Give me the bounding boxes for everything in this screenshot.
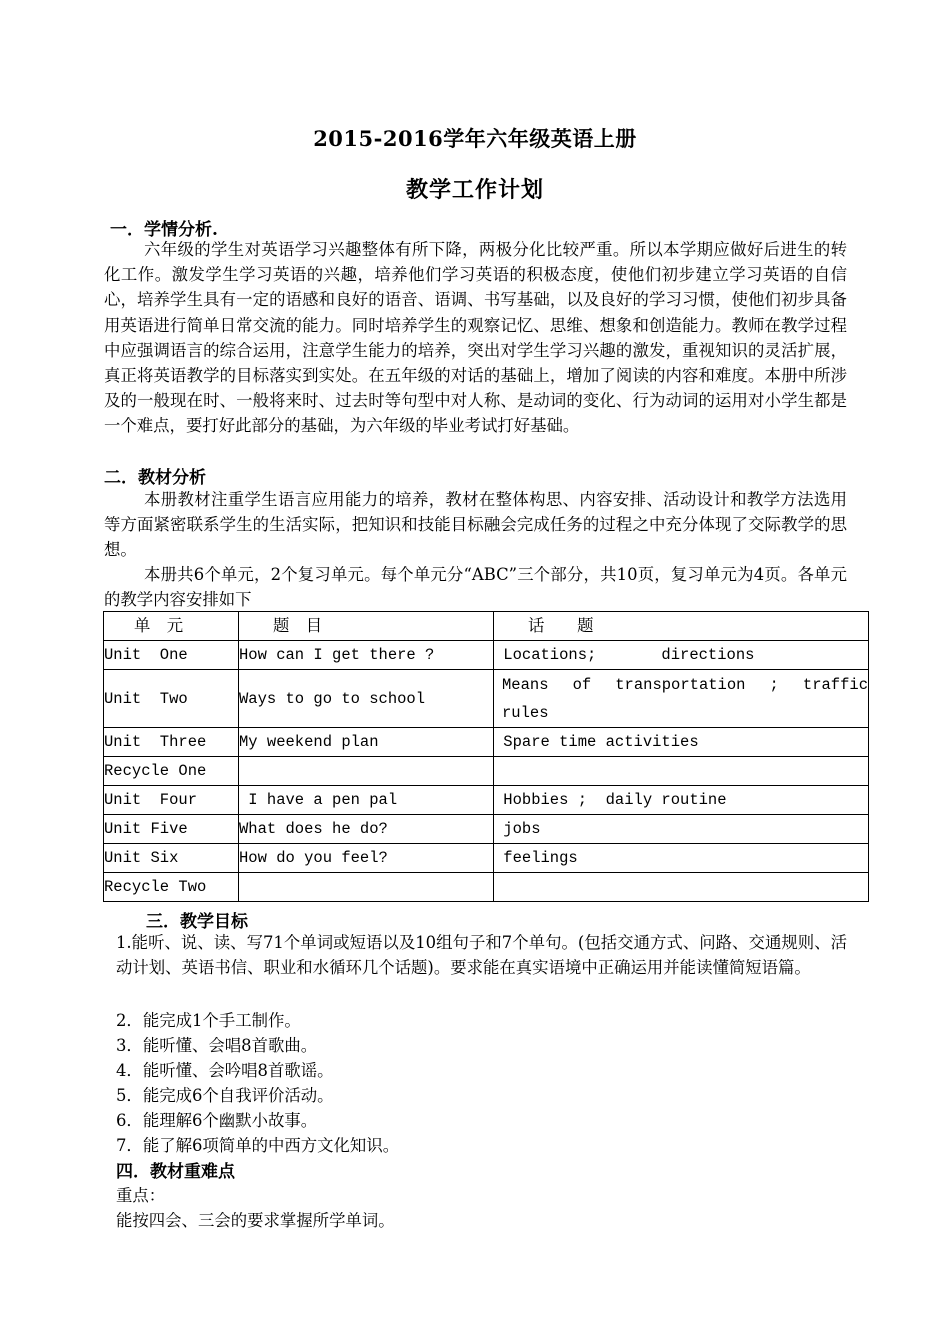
table-cell-title: My weekend plan: [239, 728, 494, 757]
document-title-line1: 2015-2016学年六年级英语上册: [313, 126, 637, 151]
goal-6: 6．能理解6个幽默小故事。: [116, 1111, 318, 1130]
table-row: [104, 641, 869, 670]
table-row: [104, 757, 869, 786]
table-cell-topic: Hobbies ; daily routine: [494, 786, 869, 815]
goal-7: 7．能了解6项简单的中西方文化知识。: [116, 1136, 400, 1155]
table-cell-topic: [494, 873, 869, 902]
table-cell-title: What does he do?: [239, 815, 494, 844]
table-cell-topic: feelings: [494, 844, 869, 873]
table-cell-topic: Spare time activities: [494, 728, 869, 757]
table-cell-unit: Unit Three: [104, 728, 239, 757]
table-cell-topic: [494, 757, 869, 786]
table-header-unit: 单 元: [104, 612, 239, 641]
goal-4: 4．能听懂、会吟唱8首歌谣。: [116, 1061, 334, 1080]
focus-text: 能按四会、三会的要求掌握所学单词。: [116, 1211, 395, 1230]
table-cell-title: [239, 873, 494, 902]
table-cell-topic: Locations; directions: [494, 641, 869, 670]
table-cell-title: How can I get there ?: [239, 641, 494, 670]
table-row: [104, 670, 869, 728]
table-header-topic: 话 题: [494, 612, 869, 641]
section2-heading: 二．教材分析: [104, 468, 206, 488]
table-header-title: 题 目: [239, 612, 494, 641]
table-row: [104, 815, 869, 844]
table-row: [104, 844, 869, 873]
table-cell-title: How do you feel?: [239, 844, 494, 873]
document-title-line2: 教学工作计划: [405, 177, 544, 203]
goal-5: 5．能完成6个自我评价活动。: [116, 1086, 334, 1105]
table-header-row: [104, 612, 869, 641]
goal-3: 3．能听懂、会唱8首歌曲。: [116, 1036, 318, 1055]
table-row: [104, 786, 869, 815]
table-cell-unit: Recycle Two: [104, 873, 239, 902]
goal-1: 1.能听、说、读、写71个单词或短语以及10组句子和7个单句。(包括交通方式、问路、交通规则、活动计划、英语书信、职业和水循环几个话题)。要求能在真实语境中正确运用并能读懂简短语篇。: [116, 933, 847, 978]
section1-heading: 一．学情分析.: [110, 220, 218, 240]
section3-heading: 三．教学目标: [146, 912, 248, 932]
focus-label: 重点：: [116, 1186, 166, 1205]
table-cell-title: Ways to go to school: [239, 670, 494, 728]
table-cell-unit: Unit One: [104, 641, 239, 670]
goal-2: 2．能完成1个手工制作。: [116, 1011, 301, 1030]
table-cell-title: [239, 757, 494, 786]
table-cell-topic: jobs: [494, 815, 869, 844]
table-cell-unit: Unit Four: [104, 786, 239, 815]
table-cell-unit: Unit Six: [104, 844, 239, 873]
section2-paragraph1: 本册教材注重学生语言应用能力的培养，教材在整体构思、内容安排、活动设计和教学方法选用等方面紧密联系学生的生活实际，把知识和技能目标融会完成任务的过程之中充分体现了交际教学的思想。: [104, 490, 847, 560]
table-cell-topic: Means of transportation ; traffic rules: [494, 670, 869, 728]
table-cell-unit: Unit Five: [104, 815, 239, 844]
table-row: [104, 873, 869, 902]
section2-paragraph2: 本册共6个单元，2个复习单元。每个单元分“ABC”三个部分，共10页，复习单元为4页。各单元的教学内容安排如下: [104, 565, 847, 610]
table-row: [104, 728, 869, 757]
table-cell-unit: Recycle One: [104, 757, 239, 786]
table-cell-unit: Unit Two: [104, 670, 239, 728]
section1-paragraph: 六年级的学生对英语学习兴趣整体有所下降，两极分化比较严重。所以本学期应做好后进生的转化工作。激发学生学习英语的兴趣，培养他们学习英语的积极态度，使他们初步建立学习英语的自信心，培养学生具有一定的语感和良好的语音、语调、书写基础，以及良好的学习习惯，使他们初步具备用英语进行简单日常交流的能力。同时培养学生的观察记忆、思维、想象和创造能力。教师在教学过程中应强调语言的综合运用，注意学生能力的培养，突出对学生学习兴趣的激发，重视知识的灵活扩展，真正将英语教学的目标落实到实处。在五年级的对话的基础上，增加了阅读的内容和难度。本册中所涉及的一般现在时、一般将来时、过去时等句型中对人称、是动词的变化、行为动词的运用对小学生都是一个难点，要打好此部分的基础，为六年级的毕业考试打好基础。: [104, 240, 847, 436]
section4-heading: 四．教材重难点: [116, 1162, 235, 1182]
unit-content-table: [103, 611, 869, 902]
table-cell-title: I have a pen pal: [239, 786, 494, 815]
